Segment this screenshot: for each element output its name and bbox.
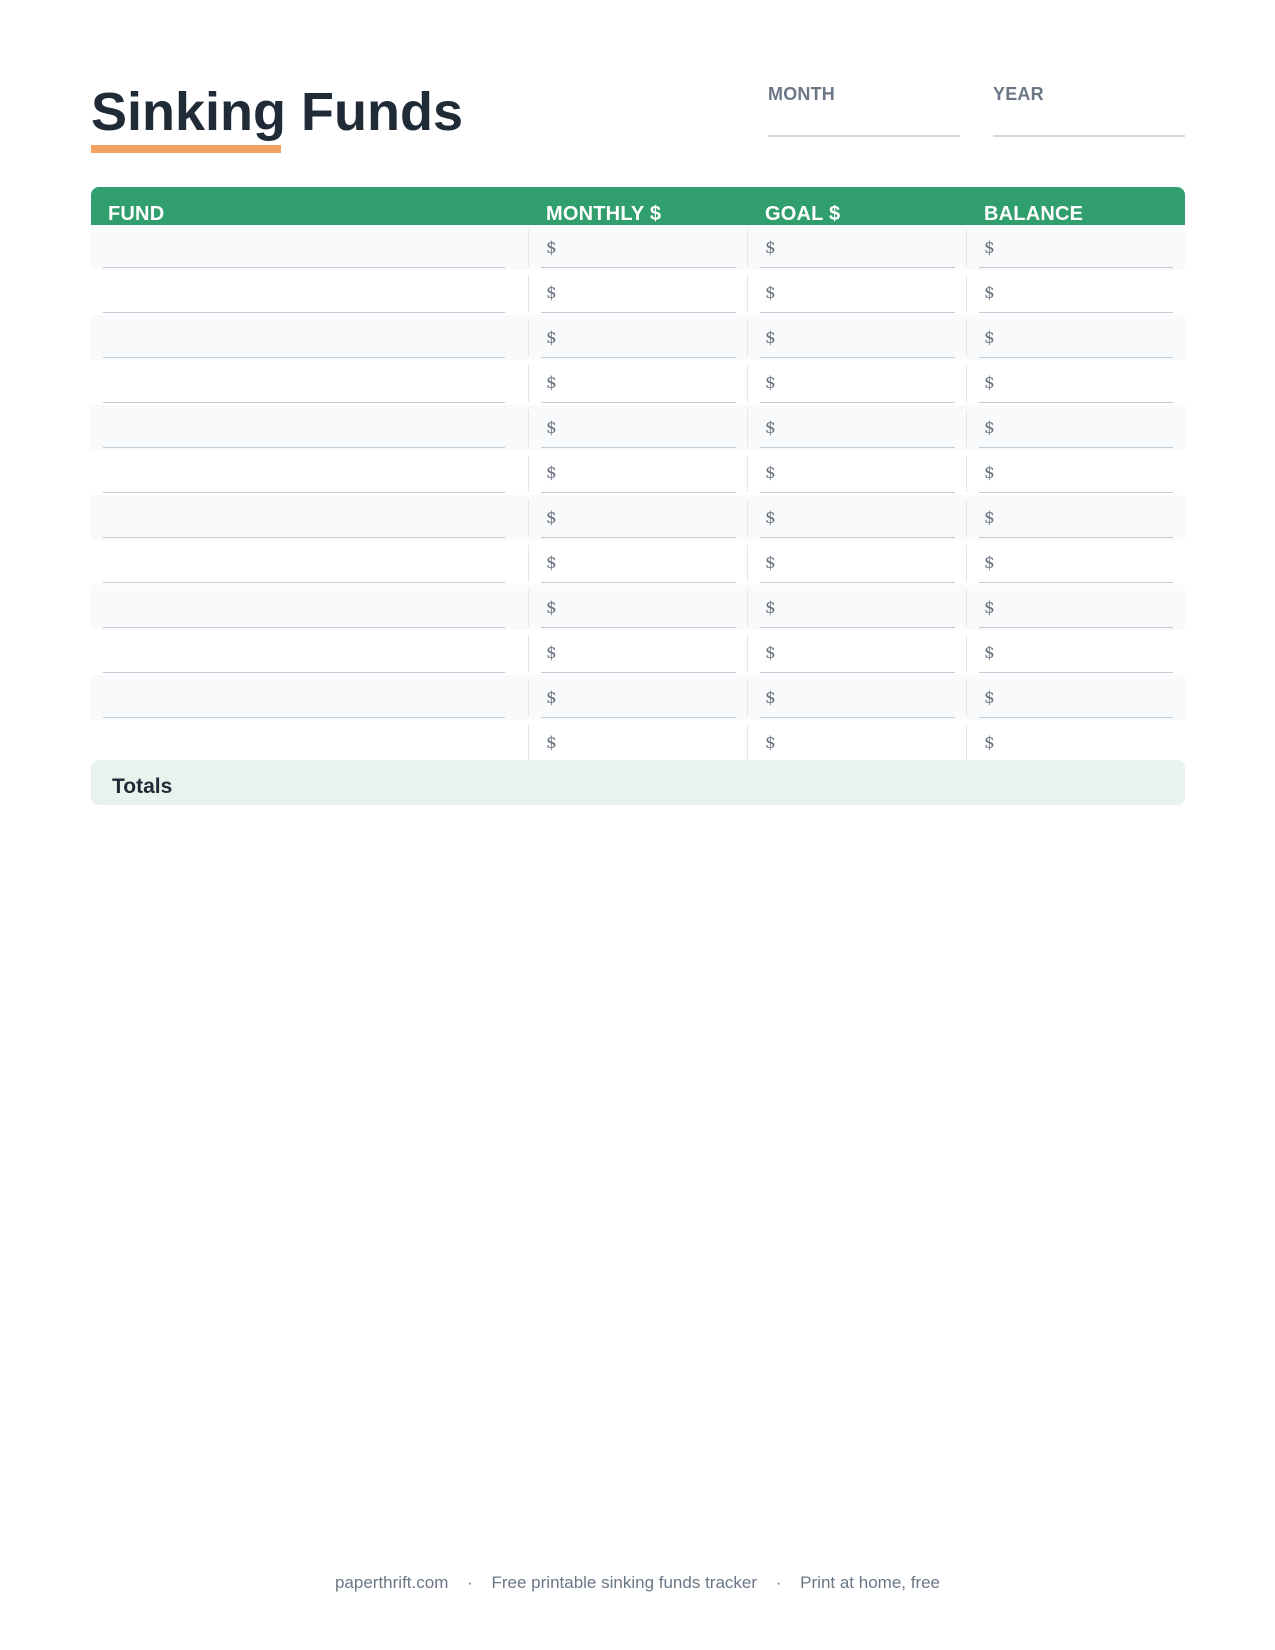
currency-symbol: $ — [984, 688, 995, 708]
column-divider — [528, 230, 529, 267]
column-divider — [528, 455, 529, 492]
monthly-amount-input-line[interactable] — [541, 627, 736, 628]
goal-amount-input-line[interactable] — [760, 672, 955, 673]
column-divider — [528, 545, 529, 582]
fund-name-input-line[interactable] — [103, 627, 505, 628]
column-divider — [528, 680, 529, 717]
fund-name-input-line[interactable] — [103, 492, 505, 493]
balance-amount-input-line[interactable] — [979, 537, 1173, 538]
column-divider — [747, 320, 748, 357]
currency-symbol: $ — [546, 733, 557, 753]
column-divider — [966, 500, 967, 537]
balance-amount-input-line[interactable] — [979, 582, 1173, 583]
column-divider — [747, 680, 748, 717]
currency-symbol: $ — [546, 238, 557, 258]
balance-amount-input-line[interactable] — [979, 717, 1173, 718]
currency-symbol: $ — [765, 508, 776, 528]
fund-name-input-line[interactable] — [103, 402, 505, 403]
footer-separator: · — [467, 1573, 473, 1592]
currency-symbol: $ — [765, 688, 776, 708]
column-divider — [747, 590, 748, 627]
column-divider — [966, 410, 967, 447]
footer-separator: · — [775, 1573, 782, 1592]
currency-symbol: $ — [765, 598, 776, 618]
monthly-amount-input-line[interactable] — [541, 717, 736, 718]
monthly-amount-input-line[interactable] — [541, 672, 736, 673]
monthly-amount-input-line[interactable] — [541, 447, 736, 448]
page-title: Sinking Funds — [91, 82, 463, 142]
column-divider — [966, 455, 967, 492]
currency-symbol: $ — [765, 328, 776, 348]
table-row — [91, 225, 1185, 270]
currency-symbol: $ — [765, 463, 776, 483]
currency-symbol: $ — [546, 373, 557, 393]
fund-name-input-line[interactable] — [103, 357, 505, 358]
column-divider — [528, 500, 529, 537]
currency-symbol: $ — [546, 508, 557, 528]
footer — [0, 1573, 1275, 1593]
column-divider — [747, 230, 748, 267]
goal-amount-input-line[interactable] — [760, 717, 955, 718]
month-input-line[interactable] — [768, 135, 960, 137]
fund-name-input-line[interactable] — [103, 582, 505, 583]
header-monthly: MONTHLY $ — [546, 203, 662, 225]
table-row — [91, 630, 1185, 675]
currency-symbol: $ — [546, 328, 557, 348]
monthly-amount-input-line[interactable] — [541, 267, 736, 268]
monthly-amount-input-line[interactable] — [541, 402, 736, 403]
balance-amount-input-line[interactable] — [979, 357, 1173, 358]
balance-amount-input-line[interactable] — [979, 627, 1173, 628]
year-label: YEAR — [993, 84, 1044, 104]
balance-amount-input-line[interactable] — [979, 312, 1173, 313]
balance-amount-input-line[interactable] — [979, 402, 1173, 403]
currency-symbol: $ — [765, 373, 776, 393]
currency-symbol: $ — [984, 238, 995, 258]
column-divider — [966, 725, 967, 762]
column-divider — [966, 635, 967, 672]
currency-symbol: $ — [984, 463, 995, 483]
currency-symbol: $ — [984, 328, 995, 348]
currency-symbol: $ — [984, 373, 995, 393]
monthly-amount-input-line[interactable] — [541, 582, 736, 583]
footer-tagline: Free printable sinking funds tracker — [491, 1573, 758, 1592]
column-divider — [966, 230, 967, 267]
currency-symbol: $ — [984, 643, 995, 663]
column-divider — [966, 590, 967, 627]
currency-symbol: $ — [984, 733, 995, 753]
column-divider — [747, 410, 748, 447]
table-row — [91, 315, 1185, 360]
currency-symbol: $ — [765, 283, 776, 303]
currency-symbol: $ — [984, 553, 995, 573]
currency-symbol: $ — [984, 598, 995, 618]
fund-name-input-line[interactable] — [103, 447, 505, 448]
goal-amount-input-line[interactable] — [760, 582, 955, 583]
monthly-amount-input-line[interactable] — [541, 537, 736, 538]
table-row — [91, 720, 1185, 765]
goal-amount-input-line[interactable] — [760, 402, 955, 403]
balance-amount-input-line[interactable] — [979, 492, 1173, 493]
currency-symbol: $ — [765, 643, 776, 663]
column-divider — [747, 545, 748, 582]
currency-symbol: $ — [984, 283, 995, 303]
column-divider — [528, 725, 529, 762]
totals-label: Totals — [112, 775, 173, 798]
footer-site: paperthrift.com — [334, 1573, 449, 1592]
sinking-funds-table — [91, 187, 1185, 765]
column-divider — [966, 680, 967, 717]
column-divider — [966, 320, 967, 357]
currency-symbol: $ — [546, 463, 557, 483]
balance-amount-input-line[interactable] — [979, 447, 1173, 448]
balance-amount-input-line[interactable] — [979, 672, 1173, 673]
currency-symbol: $ — [765, 418, 776, 438]
currency-symbol: $ — [546, 688, 557, 708]
currency-symbol: $ — [984, 418, 995, 438]
table-row — [91, 270, 1185, 315]
fund-name-input-line[interactable] — [103, 537, 505, 538]
goal-amount-input-line[interactable] — [760, 267, 955, 268]
currency-symbol: $ — [765, 733, 776, 753]
column-divider — [528, 590, 529, 627]
column-divider — [747, 365, 748, 402]
column-divider — [747, 275, 748, 312]
currency-symbol: $ — [546, 643, 557, 663]
column-divider — [966, 365, 967, 402]
currency-symbol: $ — [546, 553, 557, 573]
year-input-line[interactable] — [993, 135, 1185, 137]
fund-name-input-line[interactable] — [103, 672, 505, 673]
totals-row — [91, 760, 1185, 805]
table-row — [91, 450, 1185, 495]
column-divider — [528, 320, 529, 357]
fund-name-input-line[interactable] — [103, 267, 505, 268]
table-row — [91, 585, 1185, 630]
column-divider — [528, 365, 529, 402]
goal-amount-input-line[interactable] — [760, 447, 955, 448]
footer-note: Print at home, free — [800, 1573, 941, 1592]
year-field[interactable] — [993, 84, 1185, 105]
goal-amount-input-line[interactable] — [760, 492, 955, 493]
currency-symbol: $ — [765, 238, 776, 258]
balance-amount-input-line[interactable] — [979, 267, 1173, 268]
goal-amount-input-line[interactable] — [760, 627, 955, 628]
table-body — [91, 225, 1185, 765]
monthly-amount-input-line[interactable] — [541, 312, 736, 313]
currency-symbol: $ — [546, 283, 557, 303]
column-divider — [528, 275, 529, 312]
table-row — [91, 540, 1185, 585]
currency-symbol: $ — [765, 553, 776, 573]
monthly-amount-input-line[interactable] — [541, 492, 736, 493]
title-accent-underline — [91, 145, 281, 153]
table-row — [91, 495, 1185, 540]
currency-symbol: $ — [546, 598, 557, 618]
column-divider — [528, 410, 529, 447]
month-label: MONTH — [768, 84, 835, 104]
column-divider — [528, 635, 529, 672]
goal-amount-input-line[interactable] — [760, 537, 955, 538]
currency-symbol: $ — [546, 418, 557, 438]
goal-amount-input-line[interactable] — [760, 357, 955, 358]
header-goal: GOAL $ — [765, 203, 841, 225]
goal-amount-input-line[interactable] — [760, 312, 955, 313]
fund-name-input-line[interactable] — [103, 717, 505, 718]
table-row — [91, 405, 1185, 450]
column-divider — [966, 275, 967, 312]
month-field[interactable] — [768, 84, 960, 105]
column-divider — [747, 725, 748, 762]
table-header — [91, 187, 1185, 225]
column-divider — [966, 545, 967, 582]
fund-name-input-line[interactable] — [103, 312, 505, 313]
monthly-amount-input-line[interactable] — [541, 357, 736, 358]
header-balance: BALANCE — [984, 203, 1084, 225]
column-divider — [747, 500, 748, 537]
table-row — [91, 675, 1185, 720]
currency-symbol: $ — [984, 508, 995, 528]
column-divider — [747, 635, 748, 672]
table-row — [91, 360, 1185, 405]
column-divider — [747, 455, 748, 492]
header-fund: FUND — [108, 203, 165, 225]
